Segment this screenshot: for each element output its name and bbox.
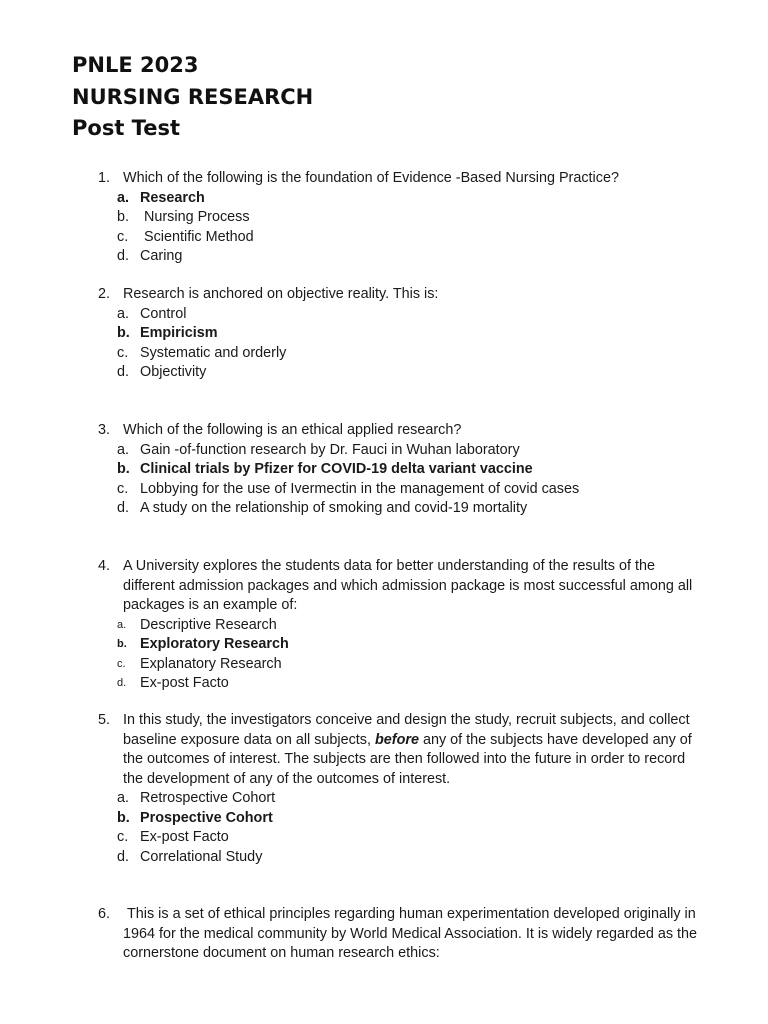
option-d bbox=[117, 499, 708, 519]
option-c bbox=[117, 828, 708, 848]
option-letter: c. bbox=[117, 228, 129, 245]
option-d bbox=[117, 674, 708, 694]
option-d bbox=[117, 363, 708, 383]
question-number: 6. bbox=[98, 906, 111, 922]
option-letter: c. bbox=[117, 829, 129, 845]
option-letter: c. bbox=[117, 480, 129, 497]
option-a bbox=[117, 441, 708, 461]
option-text: Clinical trials by Pfizer for COVID-19 delta variant vaccine bbox=[140, 461, 533, 477]
question-2 bbox=[98, 285, 708, 383]
question-number: 4. bbox=[98, 558, 111, 574]
option-letter: b. bbox=[117, 325, 130, 341]
option-text: Nursing Process bbox=[140, 209, 250, 225]
option-letter: a. bbox=[117, 790, 130, 806]
option-b bbox=[117, 324, 708, 344]
option-letter: b. bbox=[117, 809, 130, 826]
question-1 bbox=[98, 169, 708, 267]
question-text: Which of the following is the foundation of Evidence -Based Nursing Practice? bbox=[123, 170, 619, 186]
option-text: Lobbying for the use of Ivermectin in the management of covid cases bbox=[140, 480, 580, 497]
option-text: Exploratory Research bbox=[140, 636, 289, 652]
question-text: A University explores the students data for better understanding of the results of the different admission packages and which admission package is most successful among all packages is an example of: bbox=[123, 558, 693, 613]
option-letter: a. bbox=[117, 305, 130, 322]
option-text: Control bbox=[140, 305, 187, 322]
option-text: Empiricism bbox=[140, 325, 218, 341]
question-number: 2. bbox=[98, 286, 111, 302]
question-number: 5. bbox=[98, 712, 111, 728]
option-text: Ex-post Facto bbox=[140, 829, 229, 845]
option-letter: b. bbox=[117, 209, 130, 225]
question-text: In this study, the investigators conceive and design the study, recruit subjects, and collect baseline exposure data on all subjects, before any of the subjects have developed any of the outcomes of interest. The subjects are then followed into the future in order to record the development of any of the outcomes of interest. bbox=[123, 712, 692, 787]
option-text: Correlational Study bbox=[140, 848, 263, 865]
option-letter: d. bbox=[117, 677, 127, 689]
option-letter: b. bbox=[117, 461, 130, 477]
option-c bbox=[117, 480, 708, 500]
option-a bbox=[117, 189, 708, 209]
option-b bbox=[117, 460, 708, 480]
option-letter: c. bbox=[117, 657, 126, 670]
option-letter: b. bbox=[117, 638, 127, 650]
exam-title: PNLE 2023 bbox=[72, 53, 199, 77]
option-text: Scientific Method bbox=[140, 228, 254, 245]
option-c bbox=[117, 228, 708, 248]
document-header bbox=[72, 50, 313, 145]
option-text: Gain -of-function research by Dr. Fauci in Wuhan laboratory bbox=[140, 441, 520, 458]
option-letter: d. bbox=[117, 848, 130, 865]
option-letter: a. bbox=[117, 441, 130, 458]
option-a bbox=[117, 616, 708, 636]
option-a bbox=[117, 305, 708, 325]
option-letter: d. bbox=[117, 364, 130, 380]
option-c bbox=[117, 344, 708, 364]
subject-title: NURSING RESEARCH bbox=[72, 84, 314, 109]
option-b bbox=[117, 635, 708, 655]
option-text: Research bbox=[140, 189, 205, 206]
question-number: 1. bbox=[98, 170, 111, 186]
option-text: Descriptive Research bbox=[140, 616, 277, 633]
option-text: Prospective Cohort bbox=[140, 809, 273, 826]
question-3 bbox=[98, 421, 708, 519]
option-text: Ex-post Facto bbox=[140, 675, 229, 691]
question-4 bbox=[98, 557, 708, 694]
option-text: Retrospective Cohort bbox=[140, 790, 276, 806]
question-number: 3. bbox=[98, 422, 111, 438]
question-text: This is a set of ethical principles regarding human experimentation developed originally in 1964 for the medical community by World Medical Association. It is widely regarded as the cornerstone document on human research ethics: bbox=[123, 906, 702, 961]
option-letter: d. bbox=[117, 500, 130, 516]
option-c bbox=[117, 655, 708, 675]
option-b bbox=[117, 208, 708, 228]
option-text: Explanatory Research bbox=[140, 655, 282, 672]
option-letter: d. bbox=[117, 248, 130, 264]
question-text: Research is anchored on objective reality. This is: bbox=[123, 286, 439, 302]
option-d bbox=[117, 848, 708, 868]
option-letter: a. bbox=[117, 618, 127, 631]
option-d bbox=[117, 247, 708, 267]
option-text: A study on the relationship of smoking and covid-19 mortality bbox=[140, 500, 528, 516]
test-type-title: Post Test bbox=[72, 116, 180, 140]
option-a bbox=[117, 789, 708, 809]
option-text: Objectivity bbox=[140, 364, 207, 380]
question-text: Which of the following is an ethical applied research? bbox=[123, 422, 462, 438]
option-b bbox=[117, 809, 708, 829]
question-5 bbox=[98, 711, 708, 867]
option-letter: c. bbox=[117, 344, 129, 361]
option-text: Systematic and orderly bbox=[140, 344, 287, 361]
emphasis-before: before bbox=[375, 731, 419, 748]
option-text: Caring bbox=[140, 248, 183, 264]
option-letter: a. bbox=[117, 189, 130, 206]
question-6 bbox=[98, 905, 708, 964]
